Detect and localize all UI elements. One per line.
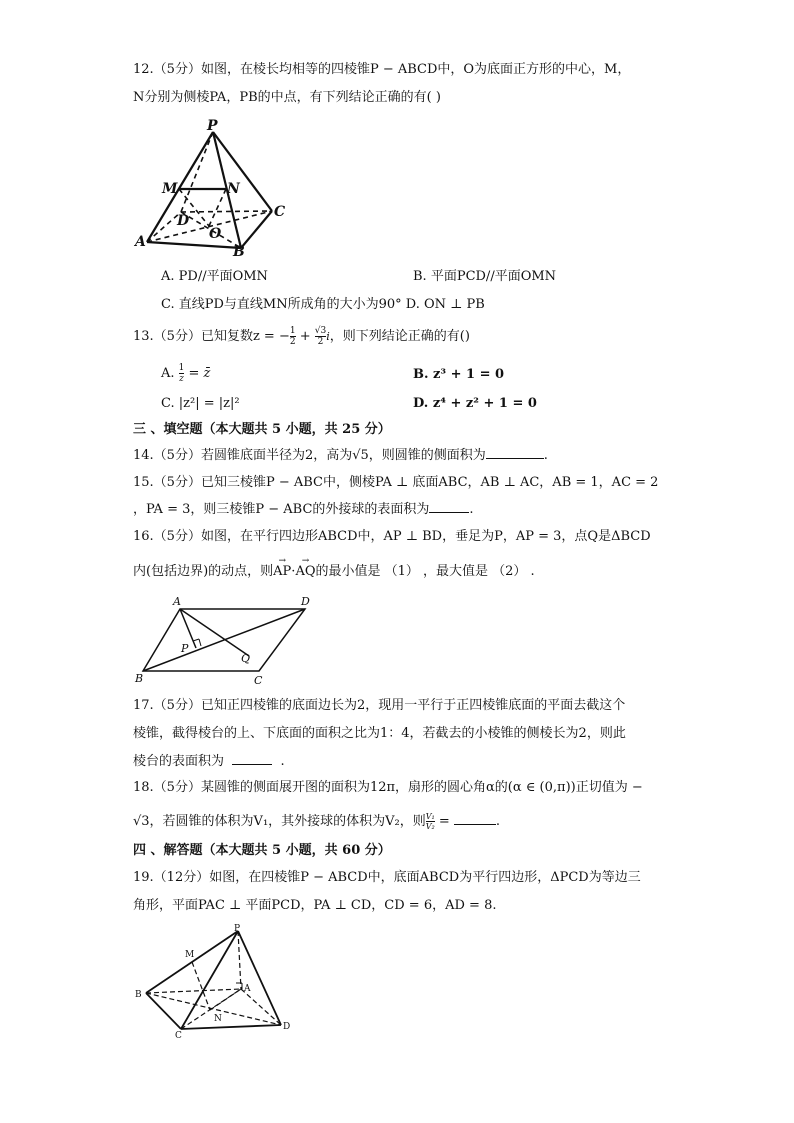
q18-ratio	[426, 812, 435, 831]
fig12-label-a: A	[135, 234, 146, 250]
q16-vec1-text: AP	[273, 564, 292, 579]
fig12-label-o: O	[209, 226, 222, 242]
q16-vec1-arrow: →	[278, 556, 286, 566]
q16-dot: ·	[291, 564, 296, 579]
q12-line1: 12.（5分）如图，在棱长均相等的四棱锥P − ABCD中，O为底面正方形的中心，M，	[133, 62, 631, 77]
fig19-label-b: B	[135, 990, 142, 1000]
q12-option-c: C. 直线PD与直线MN所成角的大小为90°	[161, 297, 402, 312]
q12-option-c-d	[161, 296, 485, 314]
fig19-label-d: D	[283, 1022, 291, 1032]
q12-pyramid-figure	[135, 118, 295, 258]
q18-answer-blank	[454, 812, 496, 825]
q13-option-a-num: 1	[178, 363, 185, 373]
q18-line2-b: =	[434, 814, 454, 829]
q18-ratio-den: V₂	[425, 822, 435, 831]
fig12-label-b: B	[233, 244, 245, 260]
q18-line2-a: √3，若圆锥的体积为V₁，其外接球的体积为V₂，则	[133, 814, 426, 829]
q12-option-b: B. 平面PCD//平面OMN	[413, 269, 557, 284]
section3-heading: 三 、填空题（本大题共 5 小题，共 25 分）	[133, 422, 391, 437]
q13-option-d: D. z⁴ + z² + 1 = 0	[413, 396, 537, 411]
fig16-label-q: Q	[241, 652, 251, 665]
q13-imag: i	[326, 330, 330, 343]
q16-vec2-arrow: →	[301, 556, 310, 566]
q18-line1: 18.（5分）某圆锥的侧面展开图的面积为12π，扇形的圆心角α的(α ∈ (0,π))正切值为 −	[133, 780, 643, 795]
q13-option-a-label: A.	[161, 366, 179, 381]
q15-answer-blank	[429, 500, 469, 513]
q19-line1: 19.（12分）如图，在四棱锥P − ABCD中，底面ABCD为平行四边形，ΔPCD为等边三	[133, 870, 641, 885]
q16-vec2-text: AQ	[295, 564, 316, 579]
q13-stem	[133, 326, 470, 348]
q13-option-c: C. |z²| = |z|²	[161, 396, 240, 411]
q18-ratio-num: V₁	[425, 812, 435, 821]
q14-answer-blank	[486, 446, 544, 459]
q17-answer-blank	[232, 752, 272, 765]
q15-end: .	[469, 502, 474, 517]
q13-option-b: B. z³ + 1 = 0	[413, 367, 505, 382]
fig12-label-m: M	[162, 181, 178, 197]
q13-option-a-den: z	[179, 374, 184, 384]
q13-option-a	[161, 363, 210, 385]
q18-line2	[133, 812, 500, 834]
fig19-label-p: P	[234, 924, 241, 934]
q13-frac2	[315, 326, 326, 347]
q13-frac2-num: √3	[314, 326, 327, 336]
fig19-label-a: A	[244, 984, 251, 994]
q13-frac1-num: 1	[289, 326, 296, 336]
q15-line1: 15.（5分）已知三棱锥P − ABC中，侧棱PA ⊥ 底面ABC，AB ⊥ AC，AB = 1，AC = 2	[133, 475, 659, 490]
q16-line2-suffix: 的最小值是 （1） ，最大值是 （2） .	[315, 564, 535, 579]
q14-text: 14.（5分）若圆锥底面半径为2，高为√5，则圆锥的侧面积为	[133, 448, 486, 463]
q17-end: .	[280, 754, 285, 769]
q16-line1: 16.（5分）如图，在平行四边形ABCD中，AP ⊥ BD，垂足为P，AP = 3，点Q是ΔBCD	[133, 529, 651, 544]
q16-line2-prefix: 内(包括边界)的动点，则	[133, 564, 274, 579]
q17-line3	[133, 752, 285, 771]
fig16-label-c: C	[254, 674, 263, 687]
q16-parallelogram-figure	[133, 594, 333, 686]
q16-line2	[133, 556, 535, 581]
q15-line2-text: ，PA = 3，则三棱锥P − ABC的外接球的表面积为	[133, 502, 430, 517]
q18-end: .	[495, 814, 501, 829]
q13-stem-suffix: ，则下列结论正确的有()	[329, 329, 470, 344]
fig16-label-b: B	[135, 672, 144, 685]
fig16-label-a: A	[173, 595, 181, 608]
q13-frac2-den: 2	[317, 337, 324, 347]
q12-option-d: D. ON ⊥ PB	[405, 297, 485, 312]
q19-pyramid-figure	[133, 925, 298, 1040]
q16-vec1	[273, 556, 292, 581]
q12-line2: N分别为侧棱PA，PB的中点，有下列结论正确的有( )	[133, 90, 441, 105]
fig12-label-d: D	[177, 213, 190, 229]
q19-line2: 角形，平面PAC ⊥ 平面PCD，PA ⊥ CD，CD = 6，AD = 8.	[133, 898, 497, 913]
fig12-label-n: N	[227, 181, 240, 197]
q14-end: .	[543, 448, 548, 463]
fig19-label-n: N	[214, 1014, 222, 1024]
q12-option-a: A. PD//平面OMN	[161, 269, 268, 284]
q13-plus: +	[295, 329, 315, 344]
fig12-label-p: P	[207, 118, 218, 134]
q17-line2: 棱锥，截得棱台的上、下底面的面积之比为1：4，若截去的小棱锥的侧棱长为2，则此	[133, 726, 626, 741]
q13-frac1-den: 2	[289, 337, 296, 347]
fig16-label-d: D	[301, 595, 310, 608]
q17-line3-text: 棱台的表面积为	[133, 754, 225, 769]
q17-line1: 17.（5分）已知正四棱锥的底面边长为2，现用一平行于正四棱锥底面的平面去截这个	[133, 698, 626, 713]
q13-option-a-rhs: = z̄	[184, 366, 211, 381]
section4-heading: 四 、解答题（本大题共 5 小题，共 60 分）	[133, 843, 391, 858]
fig16-label-p: P	[181, 642, 189, 655]
fig19-label-m: M	[185, 950, 195, 960]
fig19-label-c: C	[175, 1031, 182, 1041]
q15-line2	[133, 500, 474, 519]
q14-line	[133, 446, 548, 465]
fig12-label-c: C	[274, 204, 286, 220]
q16-vec2	[295, 556, 316, 581]
q13-stem-prefix: 13.（5分）已知复数z = −	[133, 329, 290, 344]
